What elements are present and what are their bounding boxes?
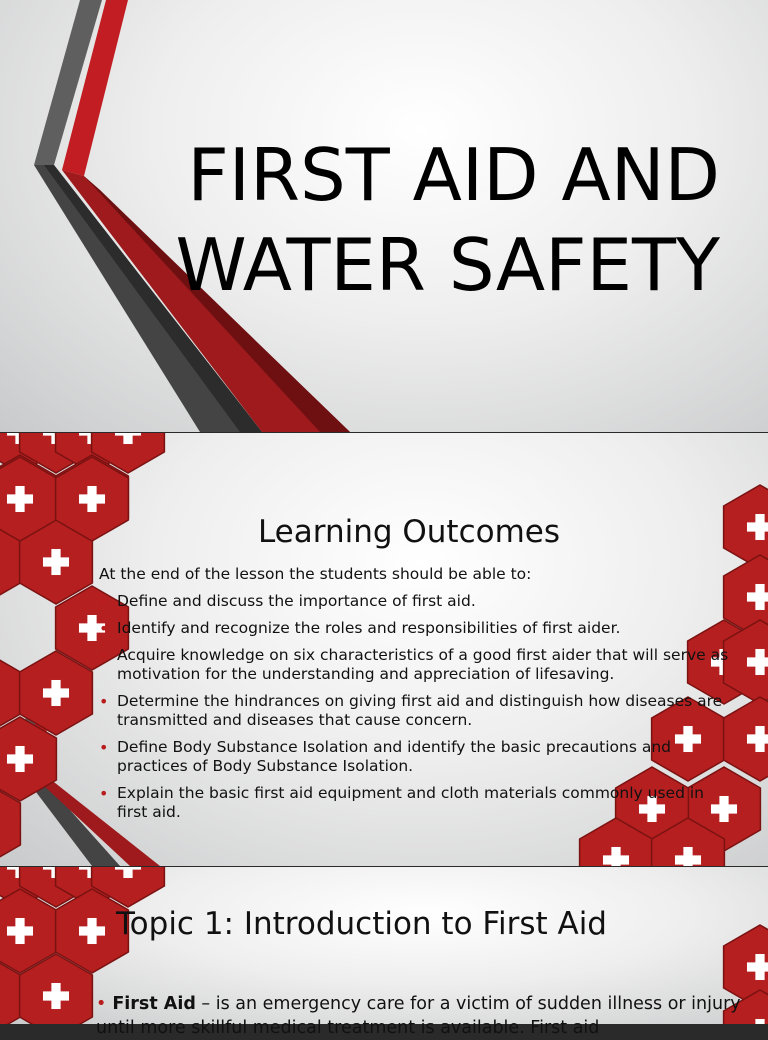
list-item: • Define and discuss the importance of first aid. xyxy=(99,592,739,611)
list-item: • Acquire knowledge on six characteristics of a good first aider that will serve as motivation for the understanding and appreciation of lifesaving. xyxy=(99,646,739,684)
outcomes-list xyxy=(99,592,739,822)
title-line-2: WATER SAFETY xyxy=(175,223,720,307)
list-item: • Define Body Substance Isolation and identify the basic precautions and practices of Body Substance Isolation. xyxy=(99,738,739,776)
bullet-icon: • xyxy=(96,994,107,1014)
definition: – is an emergency care for a victim of sudden illness or injury until more skillful medical treatment is available. First aid xyxy=(96,994,741,1038)
title-line-1: FIRST AID AND xyxy=(187,133,720,217)
section-title: Learning Outcomes xyxy=(257,514,561,550)
topic-title: Topic 1: Introduction to First Aid xyxy=(116,906,607,942)
intro-text: At the end of the lesson the students should be able to: xyxy=(99,565,532,583)
slide-title-heading xyxy=(80,130,720,310)
slide-title xyxy=(0,0,768,432)
list-item: • Explain the basic first aid equipment and cloth materials commonly used in first aid. xyxy=(99,784,739,822)
term: First Aid xyxy=(112,994,196,1014)
topic-body xyxy=(96,992,746,1040)
outcomes-body xyxy=(99,565,739,830)
list-item: • Determine the hindrances on giving first aid and distinguish how diseases are transmitted and diseases that cause concern. xyxy=(99,692,739,730)
list-item: • Identify and recognize the roles and responsibilities of first aider. xyxy=(99,619,739,638)
